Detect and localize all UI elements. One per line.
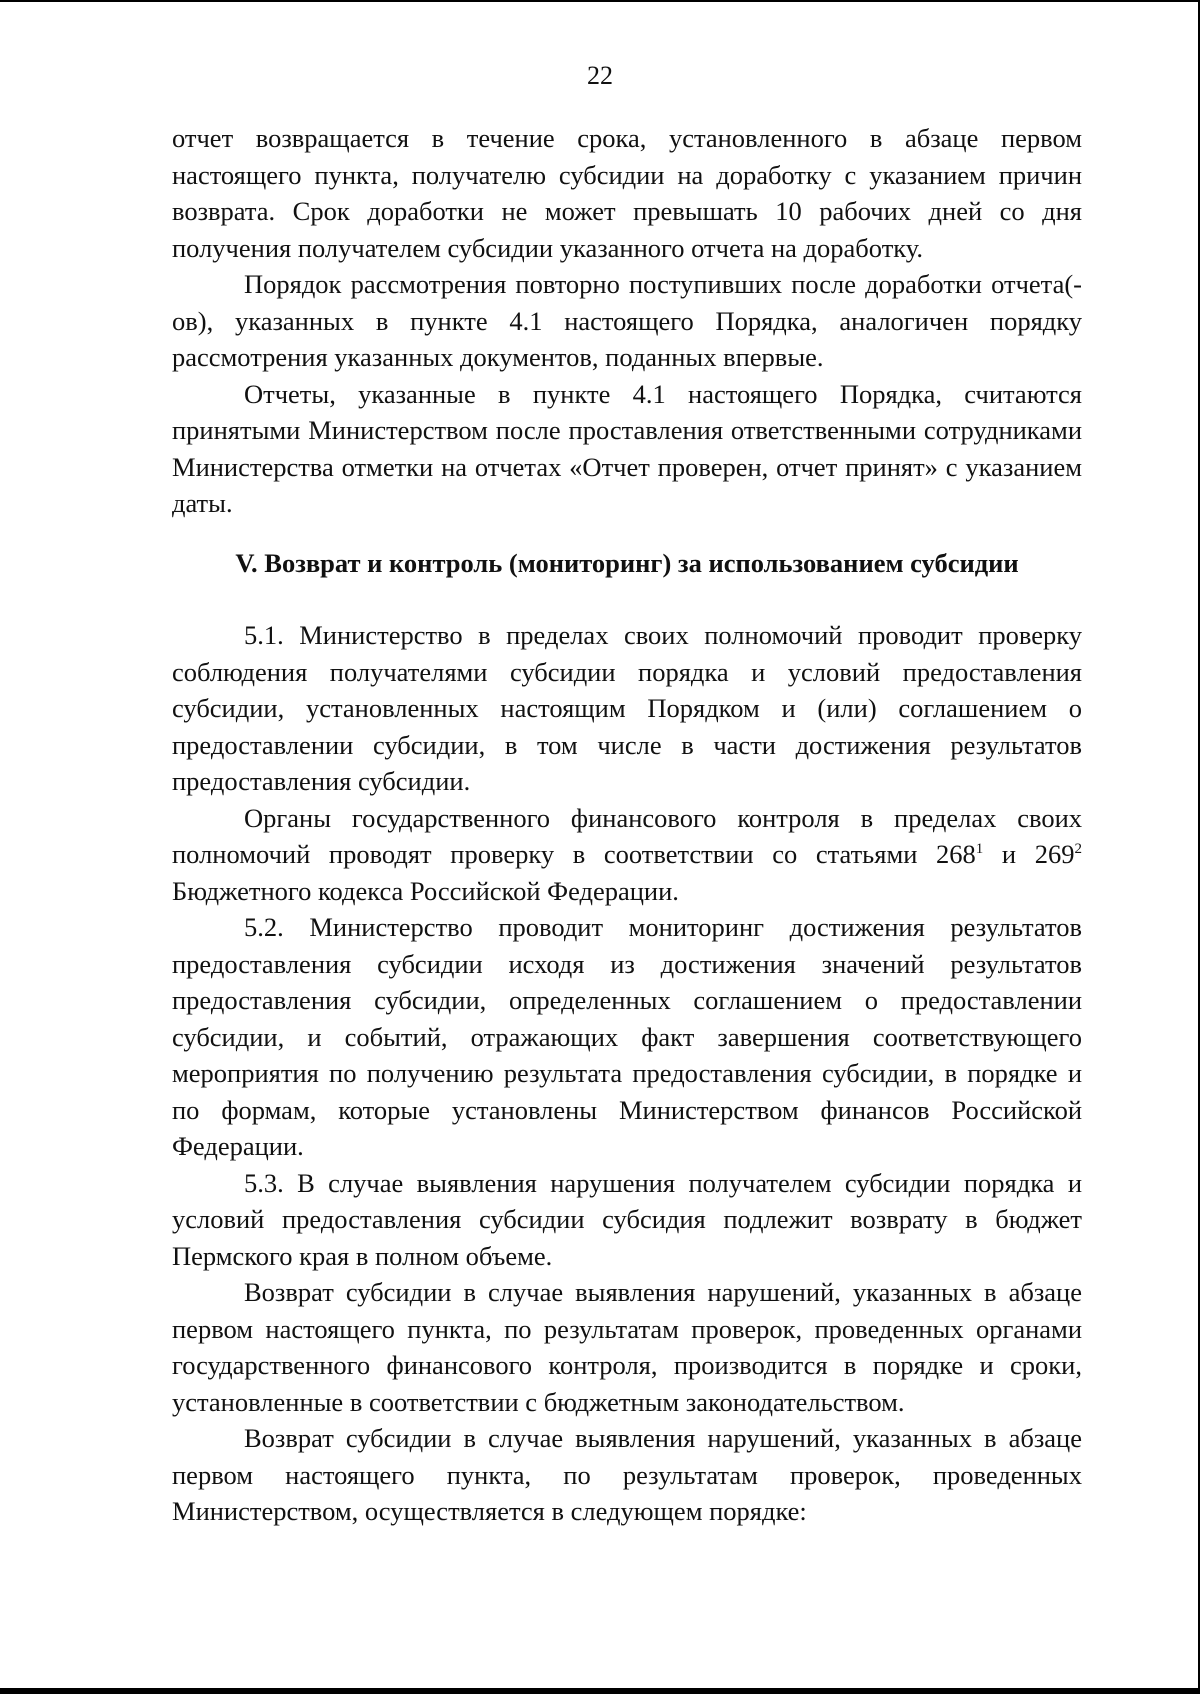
page-number: 22 <box>587 61 613 90</box>
paragraph-report-return: отчет возвращается в течение срока, установленного в абзаце первом настоящего пункта, получателю субсидии на доработку с указанием причин возврата. Срок доработки не может превышать 10 рабочих дней со дня получения получателем субсидии указанного отчета на доработку. <box>172 123 1082 263</box>
article-number-2: 269 <box>1034 839 1075 869</box>
top-section <box>172 120 1082 522</box>
article-number-1: 268 <box>936 839 976 869</box>
scan-edge-top <box>0 0 1200 2</box>
article-superscript-1: 1 <box>975 841 984 858</box>
section-heading: V. Возврат и контроль (мониторинг) за использованием субсидии <box>235 548 1019 578</box>
paragraph-5-3: 5.3. В случае выявления нарушения получателем субсидии порядка и условий предоставления субсидии субсидия подлежит возврату в бюджет Пермского края в полном объеме. <box>172 1167 1082 1271</box>
article-superscript-2: 2 <box>1074 841 1082 858</box>
paragraph-review-order: Порядок рассмотрения повторно поступивших после доработки отчета(-ов), указанных в пункте 4.1 настоящего Порядка, аналогичен порядку рассмотрения указанных документов, поданных впервые. <box>172 269 1082 372</box>
section-body <box>172 617 1082 1530</box>
paragraph-return-ministry: Возврат субсидии в случае выявления нарушений, указанных в абзаце первом настоящего пункта, по результатам проверок, проведенных Министерством, осуществляется в следующем порядке: <box>172 1423 1082 1526</box>
paragraph-financial-control <box>172 800 1082 910</box>
paragraph-5-2: 5.2. Министерство проводит мониторинг достижения результатов предоставления субсидии исходя из достижения значений результатов предоставления субсидии, определенных соглашением о предоставлении субсидии, и событий, отражающих факт завершения соответствующего мероприятия по получению результата предоставления субсидии, в порядке и по формам, которые установлены Министерством финансов Российской Федерации. <box>172 912 1082 1161</box>
paragraph-return-financial-control: Возврат субсидии в случае выявления нарушений, указанных в абзаце первом настоящего пункта, по результатам проверок, проведенных органами государственного финансового контроля, производится в порядке и сроки, установленные в соответствии с бюджетным законодательством. <box>172 1277 1082 1417</box>
article-conjunction: и <box>983 839 1035 869</box>
financial-control-text-start: Органы государственного финансового контроля в пределах своих полномочий проводят проверку в соответствии со статьями <box>172 802 1082 869</box>
paragraph-reports-accepted: Отчеты, указанные в пункте 4.1 настоящего Порядка, считаются принятыми Министерством после проставления ответственными сотрудниками Министерства отметки на отчетах «Отчет проверен, отчет принят» с указанием даты. <box>172 378 1082 518</box>
scan-edge-bottom <box>0 1688 1200 1694</box>
paragraph-5-1: 5.1. Министерство в пределах своих полномочий проводит проверку соблюдения получателями субсидии порядка и условий предоставления субсидии, установленных настоящим Порядком и (или) соглашением о предоставлении субсидии, в том числе в части достижения результатов предоставления субсидии. <box>172 620 1082 796</box>
financial-control-text-end: Бюджетного кодекса Российской Федерации. <box>172 875 679 906</box>
